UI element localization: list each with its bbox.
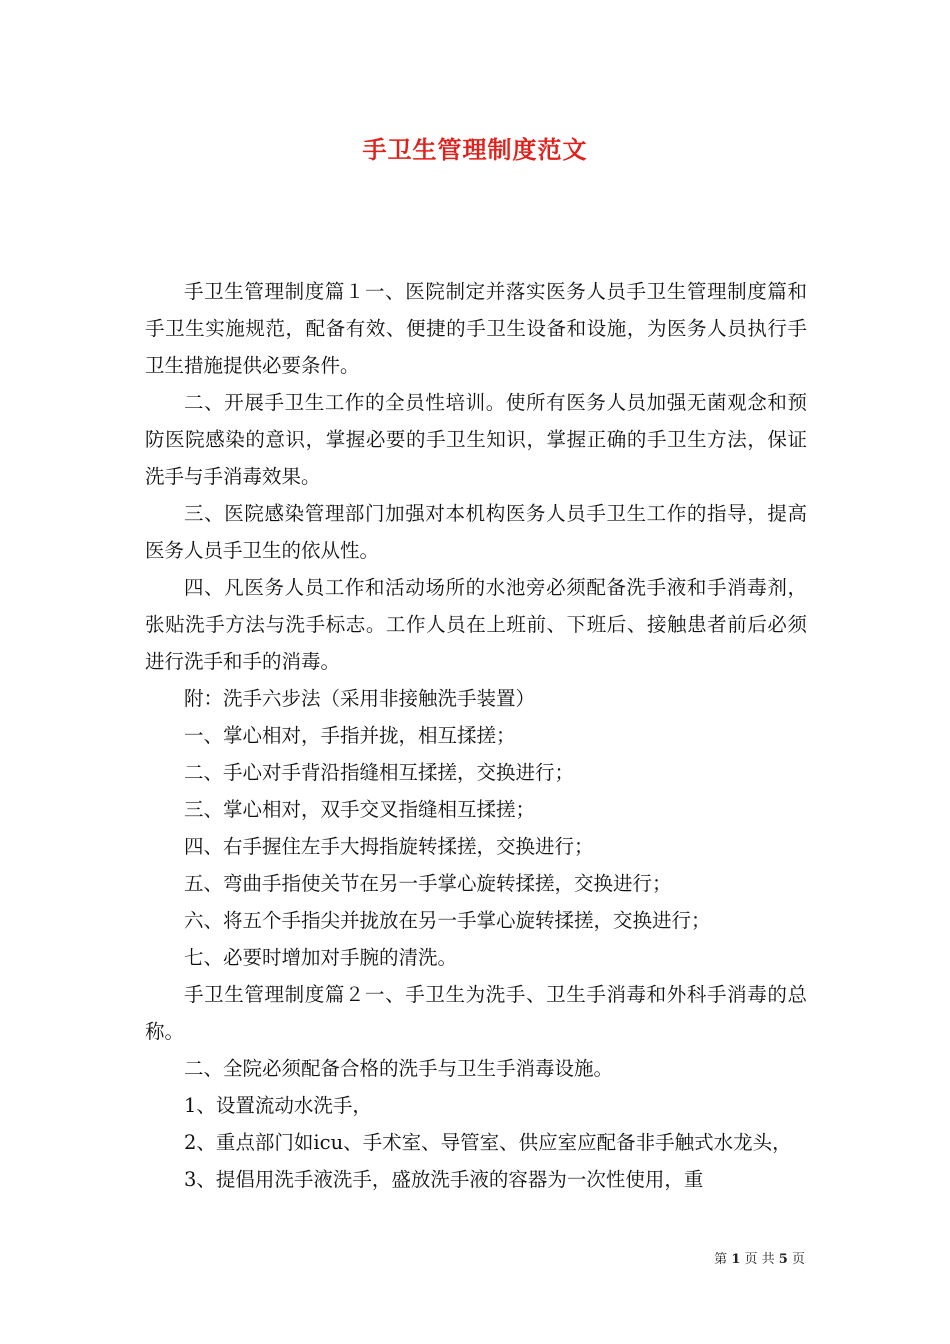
footer-current-page: 1 (731, 1252, 741, 1267)
footer-suffix: 页 (791, 1252, 805, 1267)
document-body (145, 273, 807, 1198)
paragraph: 3、提倡用洗手液洗手，盛放洗手液的容器为一次性使用，重 (184, 1168, 704, 1191)
paragraph: 手卫生管理制度篇１一、医院制定并落实医务人员手卫生管理制度篇和手卫生实施规范，配备有效、便捷的手卫生设备和设施，为医务人员执行手卫生措施提供必要条件。 (145, 280, 807, 377)
paragraph: 1、设置流动水洗手， (184, 1094, 372, 1117)
paragraph: 五、弯曲手指使关节在另一手掌心旋转揉搓，交换进行； (184, 872, 672, 895)
paragraph: 六、将五个手指尖并拢放在另一手掌心旋转揉搓，交换进行； (184, 909, 711, 932)
paragraph: 一、掌心相对，手指并拢，相互揉搓； (184, 724, 516, 747)
page-footer (714, 1248, 805, 1267)
paragraph: 四、凡医务人员工作和活动场所的水池旁必须配备洗手液和手消毒剂，张贴洗手方法与洗手标志。工作人员在上班前、下班后、接触患者前后必须进行洗手和手的消毒。 (145, 576, 807, 673)
paragraph: 三、医院感染管理部门加强对本机构医务人员手卫生工作的指导，提高医务人员手卫生的依从性。 (145, 502, 807, 562)
footer-prefix: 第 (714, 1252, 728, 1267)
footer-total-pages: 5 (778, 1252, 788, 1267)
paragraph: 四、右手握住左手大拇指旋转揉搓，交换进行； (184, 835, 594, 858)
paragraph: 七、必要时增加对手腕的清洗。 (184, 946, 458, 969)
footer-middle: 页 共 (744, 1252, 775, 1267)
paragraph: 2、重点部门如icu、手术室、导管室、供应室应配备非手触式水龙头， (184, 1131, 792, 1154)
document-title: 手卫生管理制度范文 (362, 135, 588, 164)
paragraph: 二、开展手卫生工作的全员性培训。使所有医务人员加强无菌观念和预防医院感染的意识，掌握必要的手卫生知识，掌握正确的手卫生方法，保证洗手与手消毒效果。 (145, 391, 807, 488)
paragraph: 三、掌心相对，双手交叉指缝相互揉搓； (184, 798, 536, 821)
paragraph: 二、手心对手背沿指缝相互揉搓，交换进行； (184, 761, 575, 784)
paragraph: 附：洗手六步法（采用非接触洗手装置） (184, 687, 536, 710)
paragraph: 二、全院必须配备合格的洗手与卫生手消毒设施。 (184, 1057, 614, 1080)
paragraph: 手卫生管理制度篇２一、手卫生为洗手、卫生手消毒和外科手消毒的总称。 (145, 983, 807, 1043)
